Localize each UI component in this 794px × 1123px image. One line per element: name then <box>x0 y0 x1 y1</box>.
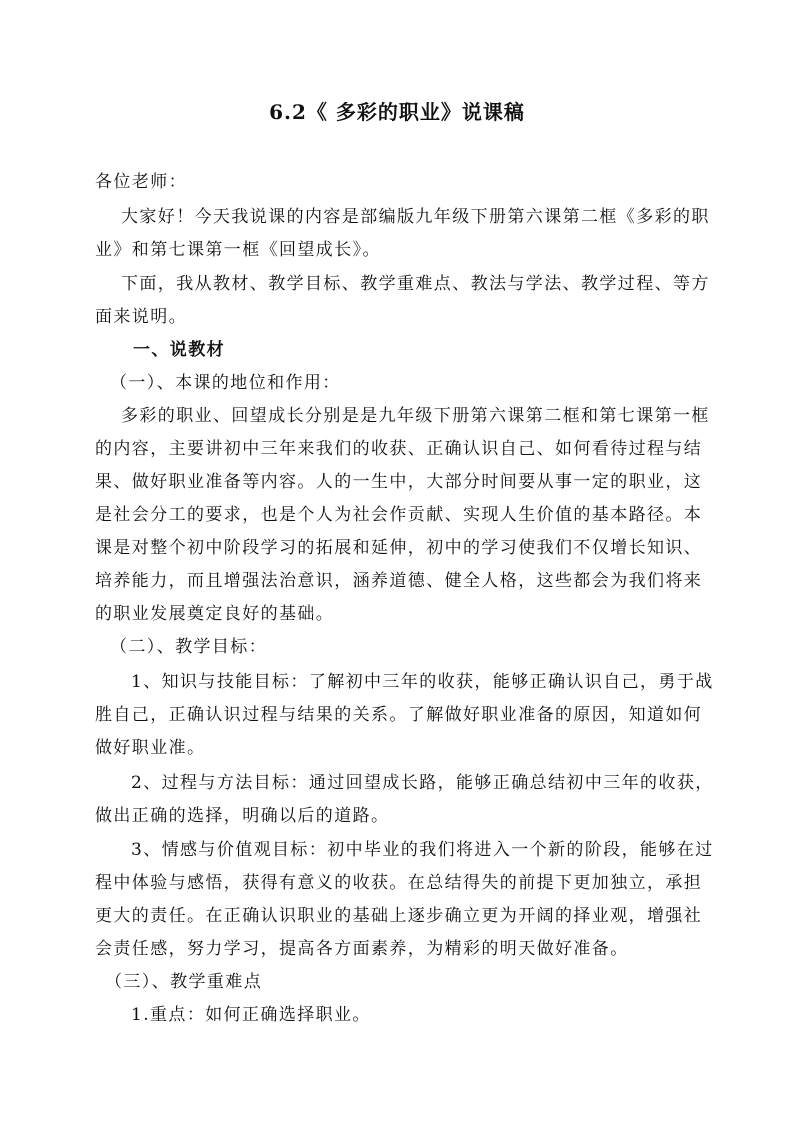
document-title: 6.2《 多彩的职业》说课稿 <box>269 100 525 124</box>
subsection-heading: （三）、教学重难点 <box>105 972 263 992</box>
paragraph-line: 的内容，主要讲初中三年来我们的收获、正确认识自己、如何看待过程与结 <box>95 439 703 459</box>
paragraph-line: 做出正确的选择，明确以后的道路。 <box>95 806 390 826</box>
paragraph-line: 1.重点：如何正确选择职业。 <box>131 1005 371 1025</box>
paragraph-line: 1、知识与技能目标：了解初中三年的收获，能够正确认识自己，勇于战 <box>131 672 714 692</box>
paragraph-line: 培养能力，而且增强法治意识，涵养道德、健全人格，这些都会为我们将来 <box>95 571 703 591</box>
paragraph-line: 果、做好职业准备等内容。人的一生中，大部分时间要从事一定的职业，这 <box>95 472 703 492</box>
paragraph-line: 做好职业准。 <box>95 738 206 758</box>
section-heading: 一、说教材 <box>133 340 225 360</box>
paragraph-line: 的职业发展奠定良好的基础。 <box>95 604 335 624</box>
paragraph-line: 下面，我从教材、教学目标、教学重难点、教法与学法、教学过程、等方 <box>121 274 710 294</box>
paragraph-line: 程中体验与感悟，获得有意义的收获。在总结得失的前提下更加独立，承担 <box>95 873 703 893</box>
subsection-heading: （一）、本课的地位和作用： <box>110 373 341 393</box>
salutation: 各位老师： <box>95 172 187 192</box>
paragraph-line: 2、过程与方法目标：通过回望成长路，能够正确总结初中三年的收获， <box>131 773 714 793</box>
paragraph-line: 会责任感，努力学习，提高各方面素养，为精彩的明天做好准备。 <box>95 939 629 959</box>
paragraph-line: 业》和第七课第一框《回望成长》。 <box>95 240 381 260</box>
paragraph-line: 胜自己，正确认识过程与结果的关系。了解做好职业准备的原因，知道如何 <box>95 705 703 725</box>
paragraph-line: 面来说明。 <box>95 307 187 327</box>
paragraph-line: 更大的责任。在正确认识职业的基础上逐步确立更为开阔的择业观，增强社 <box>95 906 703 926</box>
paragraph-line: 是社会分工的要求，也是个人为社会作贡献、实现人生价值的基本路径。本 <box>95 505 703 525</box>
paragraph-line: 大家好！今天我说课的内容是部编版九年级下册第六课第二框《多彩的职 <box>121 207 710 227</box>
paragraph-line: 3、情感与价值观目标：初中毕业的我们将进入一个新的阶段，能够在过 <box>131 840 714 860</box>
paragraph-line: 课是对整个初中阶段学习的拓展和延伸，初中的学习使我们不仅增长知识、 <box>95 538 703 558</box>
subsection-heading: （二）、教学目标： <box>110 637 268 657</box>
paragraph-line: 多彩的职业、回望成长分别是是九年级下册第六课第二框和第七课第一框 <box>121 406 710 426</box>
